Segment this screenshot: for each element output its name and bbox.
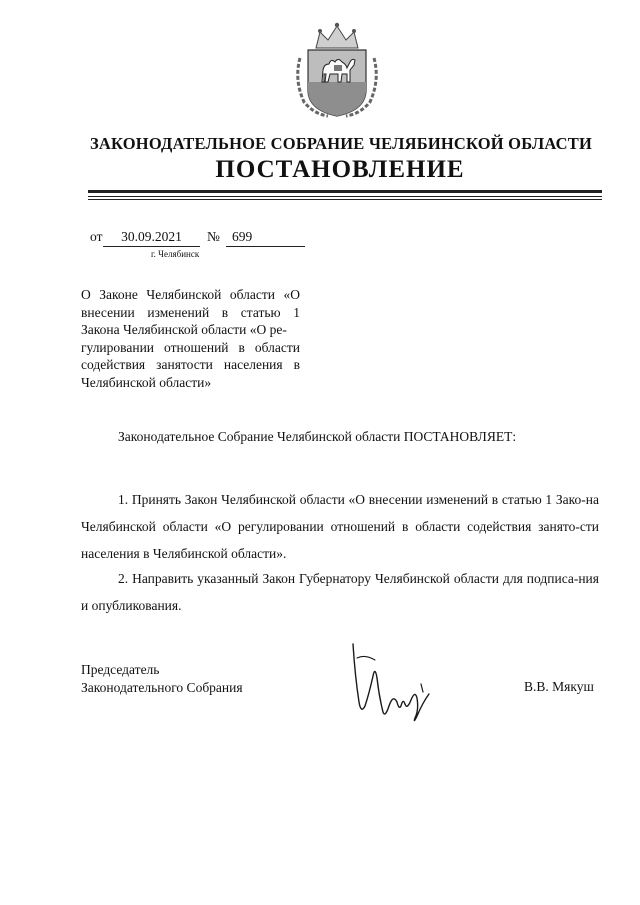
coat-of-arms-emblem-icon <box>292 18 382 120</box>
handwritten-signature-image <box>345 636 437 728</box>
resolution-paragraph-1: 1. Принять Закон Челябинской области «О внесении изменений в статью 1 Зако-на Челябинской области «О регулировании отношений в области содействия занято-сти населения в Челябинской области». <box>81 492 599 561</box>
number-sign: № <box>207 229 220 244</box>
document-subject: О Законе Челябинской области «О внесении изменений в статью 1 Закона Челябинской области «О ре- гулировании отношений в области содействия занятости населения в Челябинской области» <box>81 287 300 390</box>
organization-title: ЗАКОНОДАТЕЛЬНОЕ СОБРАНИЕ ЧЕЛЯБИНСКОЙ ОБЛАСТИ <box>90 134 593 153</box>
header-rule-thin <box>88 199 602 200</box>
document-date: 30.09.2021 <box>103 229 200 247</box>
header-rule-thin <box>88 196 602 197</box>
document-number: 699 <box>226 229 305 247</box>
city-label: г. Челябинск <box>151 249 200 259</box>
document-type-title: ПОСТАНОВЛЕНИЕ <box>215 156 465 183</box>
header-rule-thick <box>88 190 602 193</box>
resolution-paragraph-2: 2. Направить указанный Закон Губернатору Челябинской области для подписа-ния и опубликования. <box>81 571 599 613</box>
resolution-preamble: Законодательное Собрание Челябинской области ПОСТАНОВЛЯЕТ: <box>118 429 517 444</box>
signer-name: В.В. Мякуш <box>524 679 594 694</box>
date-prefix: от <box>90 229 103 244</box>
signer-position: Председатель Законодательного Собрания <box>81 662 243 695</box>
